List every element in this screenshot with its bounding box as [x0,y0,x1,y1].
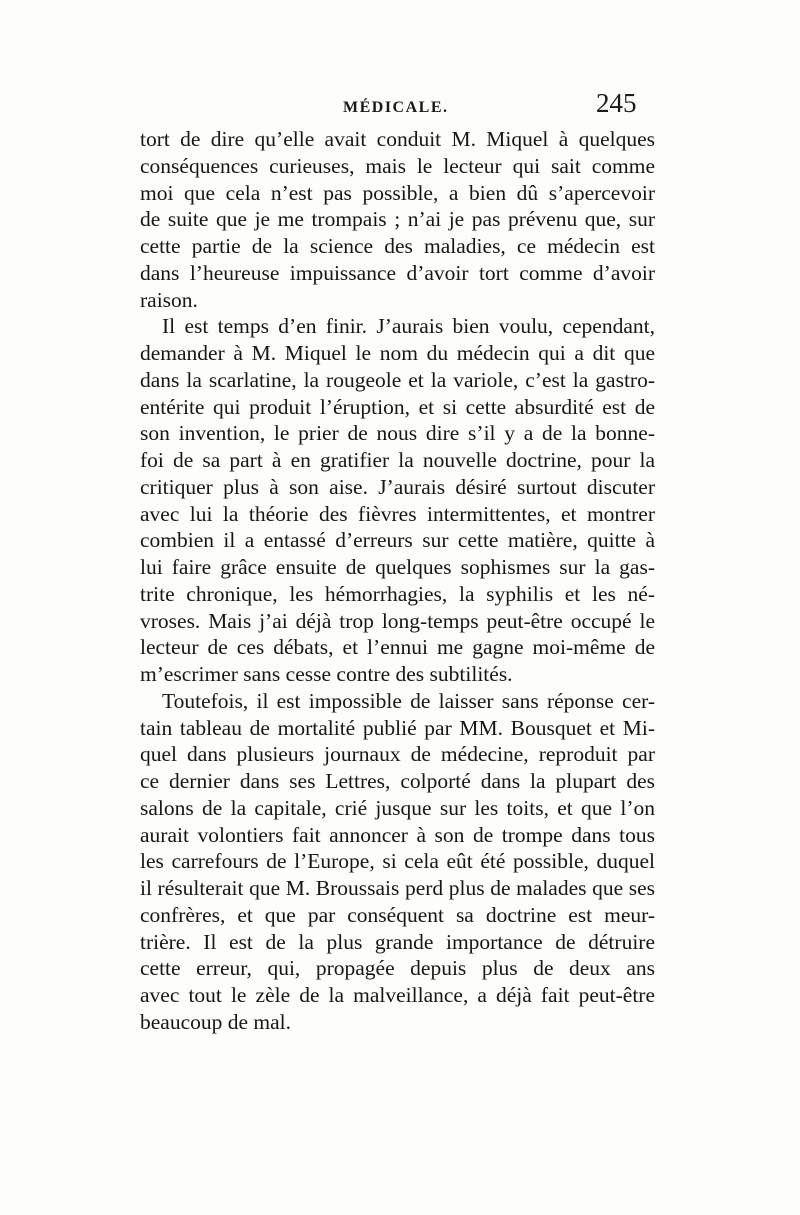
text-line: entérite qui produit l’éruption, et si cette absurdité est de [140,394,655,419]
body-text [140,126,655,1036]
text-line: moi que cela n’est pas possible, a bien dû s’apercevoir [140,180,655,205]
text-line: avec lui la théorie des fièvres intermittentes, et montrer [140,501,655,526]
page-number: 245 [596,88,637,118]
text-line: trite chronique, les hémorrhagies, la syphilis et les né- [140,581,655,606]
text-line: ce dernier dans ses Lettres, colporté dans la plupart des [140,769,655,793]
text-line: raison. [140,287,198,312]
text-line: aurait volontiers fait annoncer à son de trompe dans tous [140,822,655,847]
text-line: de suite que je me trompais ; n’ai je pas prévenu que, sur [140,207,655,232]
text-line: conséquences curieuses, mais le lecteur qui sait comme [140,153,655,178]
paragraph-3 [140,688,655,1036]
text-line: beaucoup de mal. [140,1009,292,1034]
running-head-title: MÉDICALE. [343,99,449,116]
text-line: tain tableau de mortalité publié par MM. Bousquet et Mi- [140,715,655,740]
text-line: il résulterait que M. Broussais perd plus de malades que ses [140,876,655,900]
text-line: vroses. Mais j’ai déjà trop long-temps peut-être occupé le [140,608,655,633]
text-line: salons de la capitale, crié jusque sur les toits, et que l’on [140,795,655,820]
text-line: critiquer plus à son aise. J’aurais désiré surtout discuter [140,474,655,499]
text-line: cette partie de la science des maladies, ce médecin est [140,234,655,258]
text-line: lui faire grâce ensuite de quelques sophismes sur la gas- [140,555,655,579]
paragraph-2 [140,313,655,688]
text-line: avec tout le zèle de la malveillance, a déjà fait peut-être [140,983,655,1007]
text-line: dans l’heureuse impuissance d’avoir tort comme d’avoir [140,260,655,285]
paragraph-1 [140,126,655,313]
text-line: m’escrimer sans cesse contre des subtilités. [140,662,513,686]
text-line: demander à M. Miquel le nom du médecin qui a dit que [140,341,655,365]
text-line: lecteur de ces débats, et l’ennui me gagne moi-même de [140,635,655,660]
text-line: les carrefours de l’Europe, si cela eût été possible, duquel [140,849,655,874]
text-line: Il est temps d’en finir. J’aurais bien voulu, cependant, [162,314,655,339]
text-line: Toutefois, il est impossible de laisser sans réponse cer- [162,688,655,713]
text-line: cette erreur, qui, propagée depuis plus de deux ans [140,956,655,981]
text-line: son invention, le prier de nous dire s’il y a de la bonne- [140,421,655,446]
text-line: trière. Il est de la plus grande importance de détruire [140,929,655,954]
text-line: combien il a entassé d’erreurs sur cette matière, quitte à [140,528,655,553]
text-line: confrères, et que par conséquent sa doctrine est meur- [140,902,655,927]
text-line: quel dans plusieurs journaux de médecine, reproduit par [140,742,655,767]
text-line: foi de sa part à en gratifier la nouvelle doctrine, pour la [140,448,655,472]
text-line: tort de dire qu’elle avait conduit M. Miquel à quelques [140,127,655,151]
text-line: dans la scarlatine, la rougeole et la variole, c’est la gastro- [140,367,655,392]
